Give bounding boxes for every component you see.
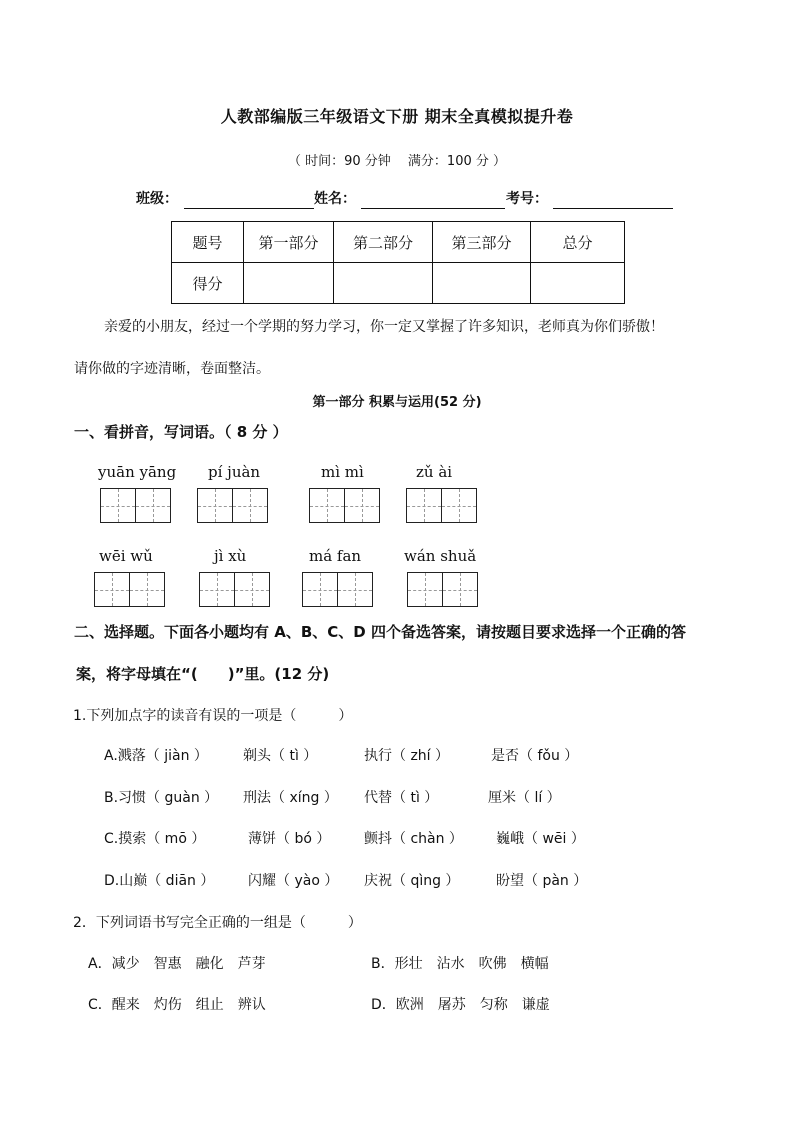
question-stem: 1.下列加点字的读音有误的一项是（ ） xyxy=(73,708,353,724)
intro-text: 亲爱的小朋友，经过一个学期的努力学习，你一定又掌握了许多知识，老师真为你们骄傲！ xyxy=(104,319,664,335)
option-item: 闪耀（ yào ） xyxy=(248,873,339,889)
option-item: D．欧洲 屠苏 匀称 谦虚 xyxy=(371,997,550,1013)
pinyin-label: yuān yāng xyxy=(98,463,177,481)
score-table-header: 第一部分 xyxy=(244,222,334,263)
option-item: 剃头（ tì ） xyxy=(243,748,318,764)
section-title: 二、选择题。下面各小题均有 A、B、C、D 四个备选答案，请按题目要求选择一个正确的答 xyxy=(74,623,686,641)
score-table xyxy=(171,221,625,304)
question-stem: 2．下列词语书写完全正确的一组是（ ） xyxy=(73,915,362,931)
pinyin-label: mì mì xyxy=(321,463,364,481)
option-item: C.摸索（ mō ） xyxy=(104,831,206,847)
option-item: 代替（ tì ） xyxy=(364,790,439,806)
part-heading: 第一部分 积累与运用(52 分) xyxy=(312,395,482,410)
class-label: 班级： xyxy=(136,191,178,207)
score-row-label: 得分 xyxy=(172,263,244,304)
score-table-header: 题号 xyxy=(172,222,244,263)
option-item: 执行（ zhí ） xyxy=(364,748,450,764)
page-title: 人教部编版三年级语文下册 期末全真模拟提升卷 xyxy=(220,107,574,126)
option-item: A．减少 智惠 融化 芦芽 xyxy=(88,956,266,972)
writing-grid[interactable] xyxy=(407,572,478,607)
option-item: 厘米（ lí ） xyxy=(488,790,561,806)
writing-grid[interactable] xyxy=(197,488,268,523)
option-item: 刑法（ xíng ） xyxy=(243,790,338,806)
option-item: D.山巅（ diān ） xyxy=(104,873,215,889)
writing-grid[interactable] xyxy=(302,572,373,607)
writing-grid[interactable] xyxy=(309,488,380,523)
option-item: B．形壮 沾水 吹佛 横幅 xyxy=(371,956,549,972)
class-field[interactable] xyxy=(184,207,314,209)
pinyin-label: jì xù xyxy=(214,547,247,565)
section-title: 案，将字母填在“( )”里。(12 分) xyxy=(76,665,330,683)
option-item: B.习惯（ guàn ） xyxy=(104,790,219,806)
name-label: 姓名： xyxy=(314,191,356,207)
pinyin-label: má fan xyxy=(309,547,362,565)
score-table-header: 第三部分 xyxy=(433,222,531,263)
score-table-header: 总分 xyxy=(531,222,625,263)
option-item: 巍峨（ wēi ） xyxy=(496,831,585,847)
score-cell[interactable] xyxy=(531,263,625,304)
exam-info: （ 时间：90 分钟 满分：100 分 ） xyxy=(287,154,507,169)
writing-grid[interactable] xyxy=(94,572,165,607)
intro-text: 请你做的字迹清晰，卷面整洁。 xyxy=(74,361,270,377)
option-item: 盼望（ pàn ） xyxy=(496,873,588,889)
exam-no-label: 考号： xyxy=(506,191,548,207)
pinyin-label: zǔ ài xyxy=(416,463,453,481)
score-cell[interactable] xyxy=(244,263,334,304)
option-item: 是否（ fǒu ） xyxy=(491,748,579,764)
name-field[interactable] xyxy=(361,207,505,209)
score-cell[interactable] xyxy=(433,263,531,304)
pinyin-label: wán shuǎ xyxy=(404,547,477,565)
writing-grid[interactable] xyxy=(406,488,477,523)
option-item: 颤抖（ chàn ） xyxy=(364,831,463,847)
option-item: A.溅落（ jiàn ） xyxy=(104,748,208,764)
pinyin-label: wēi wǔ xyxy=(99,547,153,565)
option-item: C．醒来 灼伤 组止 辨认 xyxy=(88,997,266,1013)
pinyin-label: pí juàn xyxy=(208,463,261,481)
exam-no-field[interactable] xyxy=(553,207,673,209)
score-cell[interactable] xyxy=(334,263,433,304)
score-table-header: 第二部分 xyxy=(334,222,433,263)
writing-grid[interactable] xyxy=(199,572,270,607)
writing-grid[interactable] xyxy=(100,488,171,523)
option-item: 薄饼（ bó ） xyxy=(248,831,331,847)
section-title: 一、看拼音，写词语。（ 8 分 ） xyxy=(74,423,288,441)
option-item: 庆祝（ qìng ） xyxy=(364,873,460,889)
